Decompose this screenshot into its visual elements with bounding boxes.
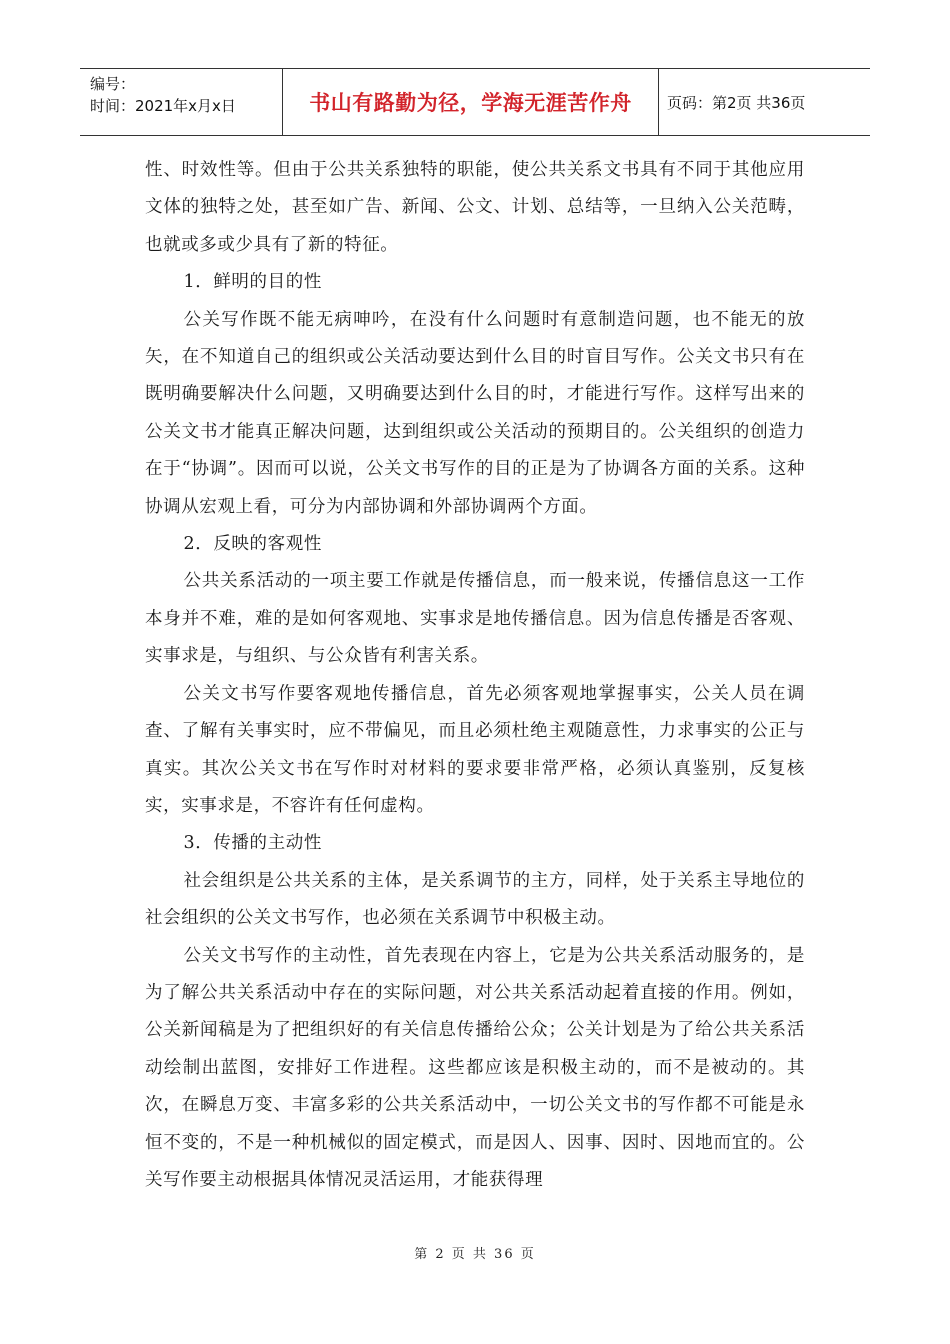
- body-paragraph: 社会组织是公共关系的主体，是关系调节的主方，同样，处于关系主导地位的社会组织的公关文书写作，也必须在关系调节中积极主动。: [145, 870, 805, 929]
- body-paragraph: 公关文书写作要客观地传播信息，首先必须客观地掌握事实，公关人员在调查、了解有关事实时，应不带偏见，而且必须杜绝主观随意性，力求事实的公正与真实。其次公关文书在写作时对材料的要求要非常严格，必须认真鉴别，反复核实，实事求是，不容许有任何虚构。: [145, 683, 805, 816]
- number-label: 编号：: [90, 75, 136, 93]
- body-paragraph: 性、时效性等。但由于公共关系独特的职能，使公共关系文书具有不同于其他应用文体的独特之处，甚至如广告、新闻、公文、计划、总结等，一旦纳入公关范畴，也就或多或少具有了新的特征。: [145, 160, 805, 255]
- date-label: 时间：2021年x月x日: [90, 97, 236, 115]
- body-paragraph: 公关文书写作的主动性，首先表现在内容上，它是为公共关系活动服务的，是为了解公共关系活动中存在的实际问题，对公共关系活动起着直接的作用。例如，公关新闻稿是为了把组织好的有关信息传播给公众；公关计划是为了给公共关系活动绘制出蓝图，安排好工作进程。这些都应该是积极主动的，而不是被动的。其次，在瞬息万变、丰富多彩的公共关系活动中，一切公关文书的写作都不可能是永恒不变的，不是一种机械似的固定模式，而是因人、因事、因时、因地而宜的。公关写作要主动根据具体情况灵活运用，才能获得理: [145, 945, 805, 1190]
- header-page-info: 页码：第2页 共36页: [667, 93, 806, 112]
- page-header: [80, 68, 870, 136]
- section-heading: 3．传播的主动性: [183, 833, 322, 854]
- page-footer: 第 2 页 共 36 页: [414, 1247, 536, 1262]
- document-body: [145, 152, 805, 1199]
- body-paragraph: 公关写作既不能无病呻吟，在没有什么问题时有意制造问题，也不能无的放矢，在不知道自己的组织或公关活动要达到什么目的时盲目写作。公关文书只有在既明确要解决什么问题，又明确要达到什么目的时，才能进行写作。这样写出来的公关文书才能真正解决问题，达到组织或公关活动的预期目的。公关组织的创造力在于“协调”。因而可以说，公关文书写作的目的正是为了协调各方面的关系。这种协调从宏观上看，可分为内部协调和外部协调两个方面。: [145, 309, 805, 517]
- body-paragraph: 公共关系活动的一项主要工作就是传播信息，而一般来说，传播信息这一工作本身并不难，难的是如何客观地、实事求是地传播信息。因为信息传播是否客观、实事求是，与组织、与公众皆有利害关系。: [145, 571, 805, 667]
- header-meta: [80, 69, 283, 135]
- header-motto: 书山有路勤为径，学海无涯苦作舟: [283, 69, 659, 135]
- section-heading: 1．鲜明的目的性: [183, 272, 322, 293]
- section-heading: 2．反映的客观性: [183, 534, 322, 555]
